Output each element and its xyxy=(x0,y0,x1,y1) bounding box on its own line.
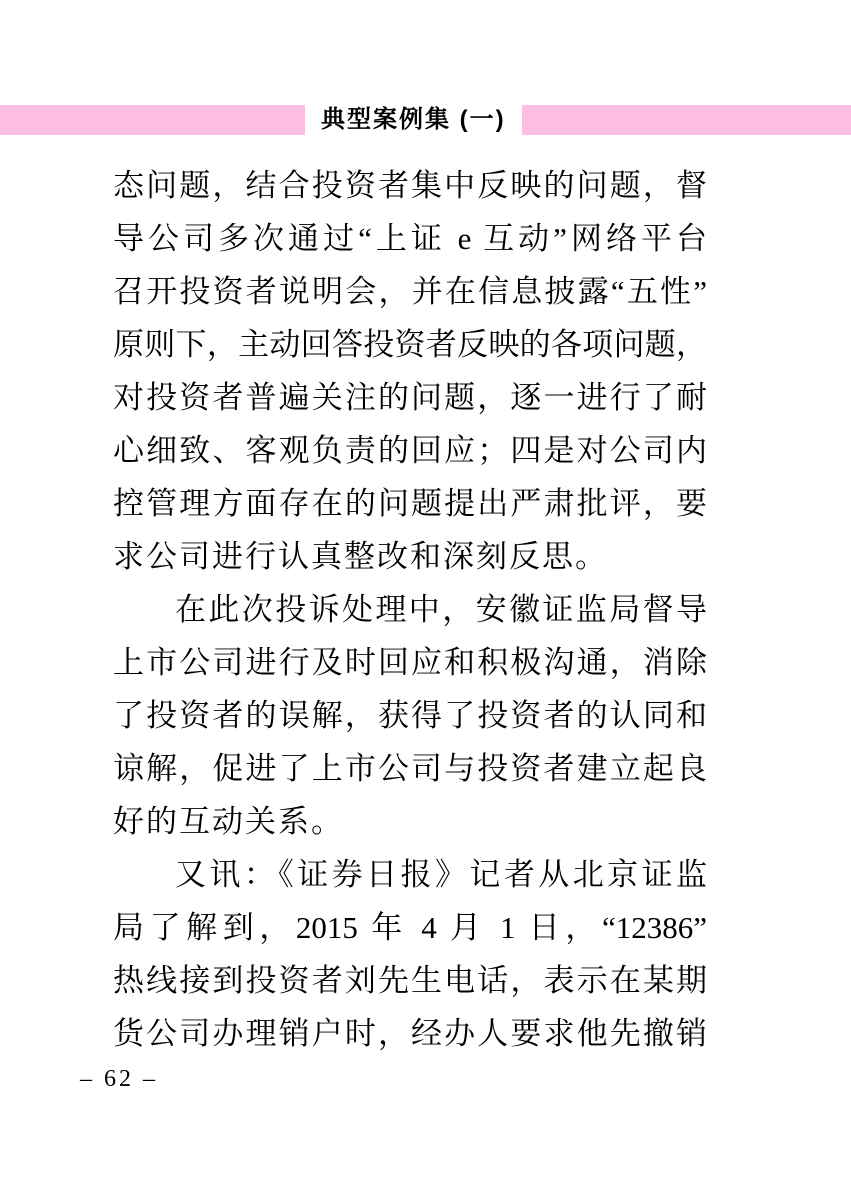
text-line: 了投资者的误解，获得了投资者的认同和 xyxy=(113,698,707,733)
text-line: 上市公司进行及时回应和积极沟通，消除 xyxy=(113,645,707,680)
text-line: 态问题，结合投资者集中反映的问题，督 xyxy=(113,168,707,203)
text-line: 热线接到投资者刘先生电话，表示在某期 xyxy=(113,963,707,998)
running-head-title: 典型案例集 (一) xyxy=(305,105,522,135)
page-number: – 62 – xyxy=(80,1066,158,1092)
page-header xyxy=(0,105,851,135)
page-body xyxy=(113,159,707,1060)
header-band-right xyxy=(522,105,851,135)
text-line: 导公司多次通过“上证 e 互动”网络平台 xyxy=(113,221,707,256)
text-line-paragraph-start: 在此次投诉处理中，安徽证监局督导 xyxy=(175,592,707,627)
text-line: 谅解，促进了上市公司与投资者建立起良 xyxy=(113,751,707,786)
text-line: 召开投资者说明会，并在信息披露“五性” xyxy=(113,274,707,309)
text-line-paragraph-start: 又讯：《证券日报》记者从北京证监 xyxy=(175,857,707,892)
text-line-paragraph-end: 求公司进行认真整改和深刻反思。 xyxy=(113,539,608,574)
text-line: 原则下，主动回答投资者反映的各项问题， xyxy=(113,327,707,362)
text-line: 货公司办理销户时，经办人要求他先撤销 xyxy=(113,1016,707,1051)
header-band-left xyxy=(0,105,305,135)
text-line: 对投资者普遍关注的问题，逐一进行了耐 xyxy=(113,380,707,415)
text-line-paragraph-end: 好的互动关系。 xyxy=(113,804,344,839)
text-line: 控管理方面存在的问题提出严肃批评，要 xyxy=(113,486,707,521)
text-line: 心细致、客观负责的回应；四是对公司内 xyxy=(113,433,707,468)
text-line: 局了解到，2015 年 4 月 1 日，“12386” xyxy=(113,910,707,945)
